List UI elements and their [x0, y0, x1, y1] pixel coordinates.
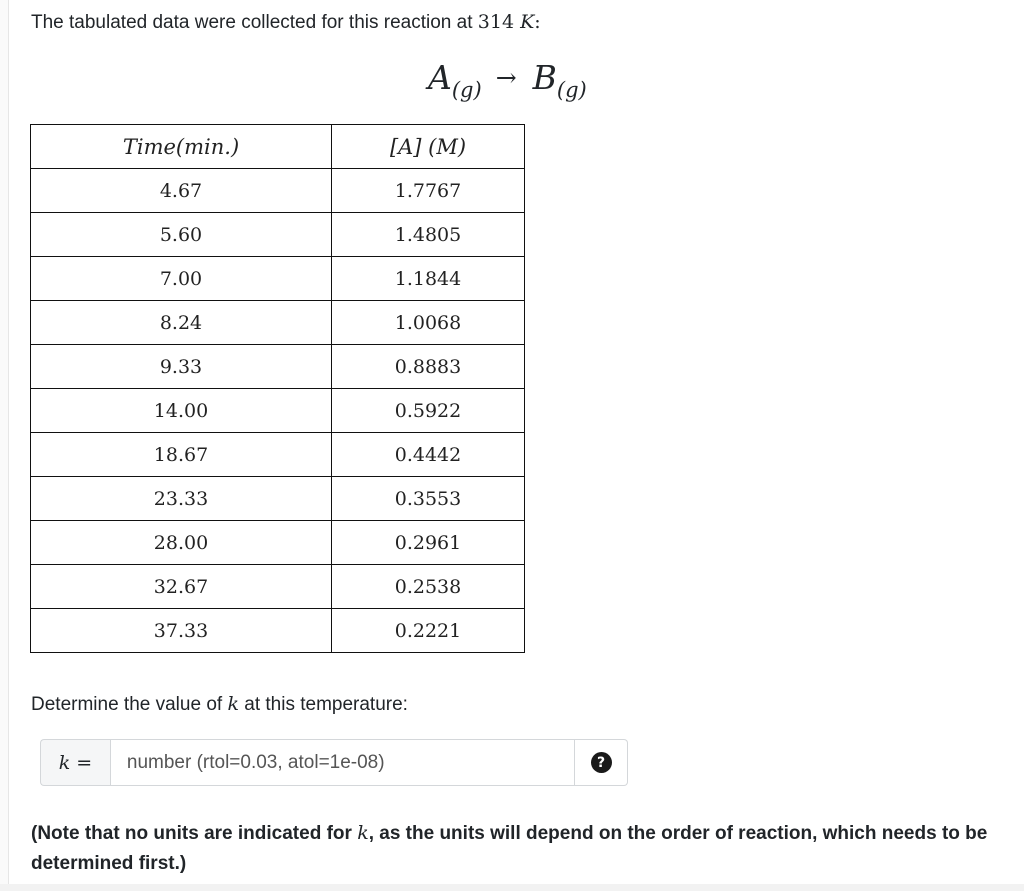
note-after: , as the units will depend on the order of reaction, which needs to be determined first.): [31, 823, 988, 874]
intro-sentence: The tabulated data were collected for this reaction at: [31, 12, 478, 33]
time-cell: 9.33: [31, 345, 332, 389]
reactant-state: (g): [451, 78, 482, 102]
table-row: [31, 609, 525, 653]
help-button[interactable]: [575, 739, 628, 786]
note-before: (Note that no units are indicated for: [31, 823, 358, 844]
left-border: [0, 0, 9, 891]
product-symbol: B: [532, 58, 557, 97]
concentration-cell: 0.8883: [332, 345, 525, 389]
table-row: [31, 521, 525, 565]
bottom-border: [0, 884, 1024, 891]
table-row: [31, 257, 525, 301]
time-cell: 14.00: [31, 389, 332, 433]
concentration-column-header: [A] (M): [332, 125, 525, 169]
time-cell: 37.33: [31, 609, 332, 653]
answer-equals: =: [76, 751, 93, 774]
table-row: [31, 213, 525, 257]
intro-text: [31, 10, 541, 35]
time-cell: 8.24: [31, 301, 332, 345]
time-column-header: Time(min.): [31, 125, 332, 169]
concentration-cell: 0.2538: [332, 565, 525, 609]
concentration-cell: 0.5922: [332, 389, 525, 433]
question-variable: k: [227, 693, 239, 715]
answer-label: [40, 739, 110, 786]
time-cell: 18.67: [31, 433, 332, 477]
concentration-cell: 0.2221: [332, 609, 525, 653]
concentration-cell: 1.7767: [332, 169, 525, 213]
product-state: (g): [556, 78, 587, 102]
time-cell: 5.60: [31, 213, 332, 257]
question-circle-icon: ?: [591, 752, 612, 773]
intro-colon: :: [534, 11, 541, 33]
time-cell: 28.00: [31, 521, 332, 565]
table-header-row: [31, 125, 525, 169]
table-row: [31, 565, 525, 609]
concentration-cell: 0.3553: [332, 477, 525, 521]
table-row: [31, 477, 525, 521]
answer-input[interactable]: [110, 739, 575, 786]
question-text-after: at this temperature:: [238, 694, 408, 715]
concentration-cell: 1.4805: [332, 213, 525, 257]
reaction-arrow: →: [495, 63, 517, 92]
time-cell: 32.67: [31, 565, 332, 609]
concentration-cell: 0.2961: [332, 521, 525, 565]
time-cell: 23.33: [31, 477, 332, 521]
time-cell: 7.00: [31, 257, 332, 301]
answer-input-group: [40, 739, 628, 786]
temperature-unit: K: [520, 11, 535, 33]
temperature-value: 314: [477, 11, 515, 33]
reactant-symbol: A: [428, 58, 452, 97]
reaction-equation: [428, 56, 587, 104]
time-cell: 4.67: [31, 169, 332, 213]
data-table: [30, 124, 525, 653]
note-text: [31, 818, 1016, 879]
question-prompt: [31, 692, 408, 717]
question-text-before: Determine the value of: [31, 694, 228, 715]
answer-variable: k: [58, 751, 71, 774]
table-row: [31, 433, 525, 477]
table-row: [31, 389, 525, 433]
note-variable: k: [357, 822, 369, 844]
concentration-cell: 0.4442: [332, 433, 525, 477]
table-row: [31, 169, 525, 213]
concentration-cell: 1.1844: [332, 257, 525, 301]
table-row: [31, 345, 525, 389]
concentration-cell: 1.0068: [332, 301, 525, 345]
table-row: [31, 301, 525, 345]
